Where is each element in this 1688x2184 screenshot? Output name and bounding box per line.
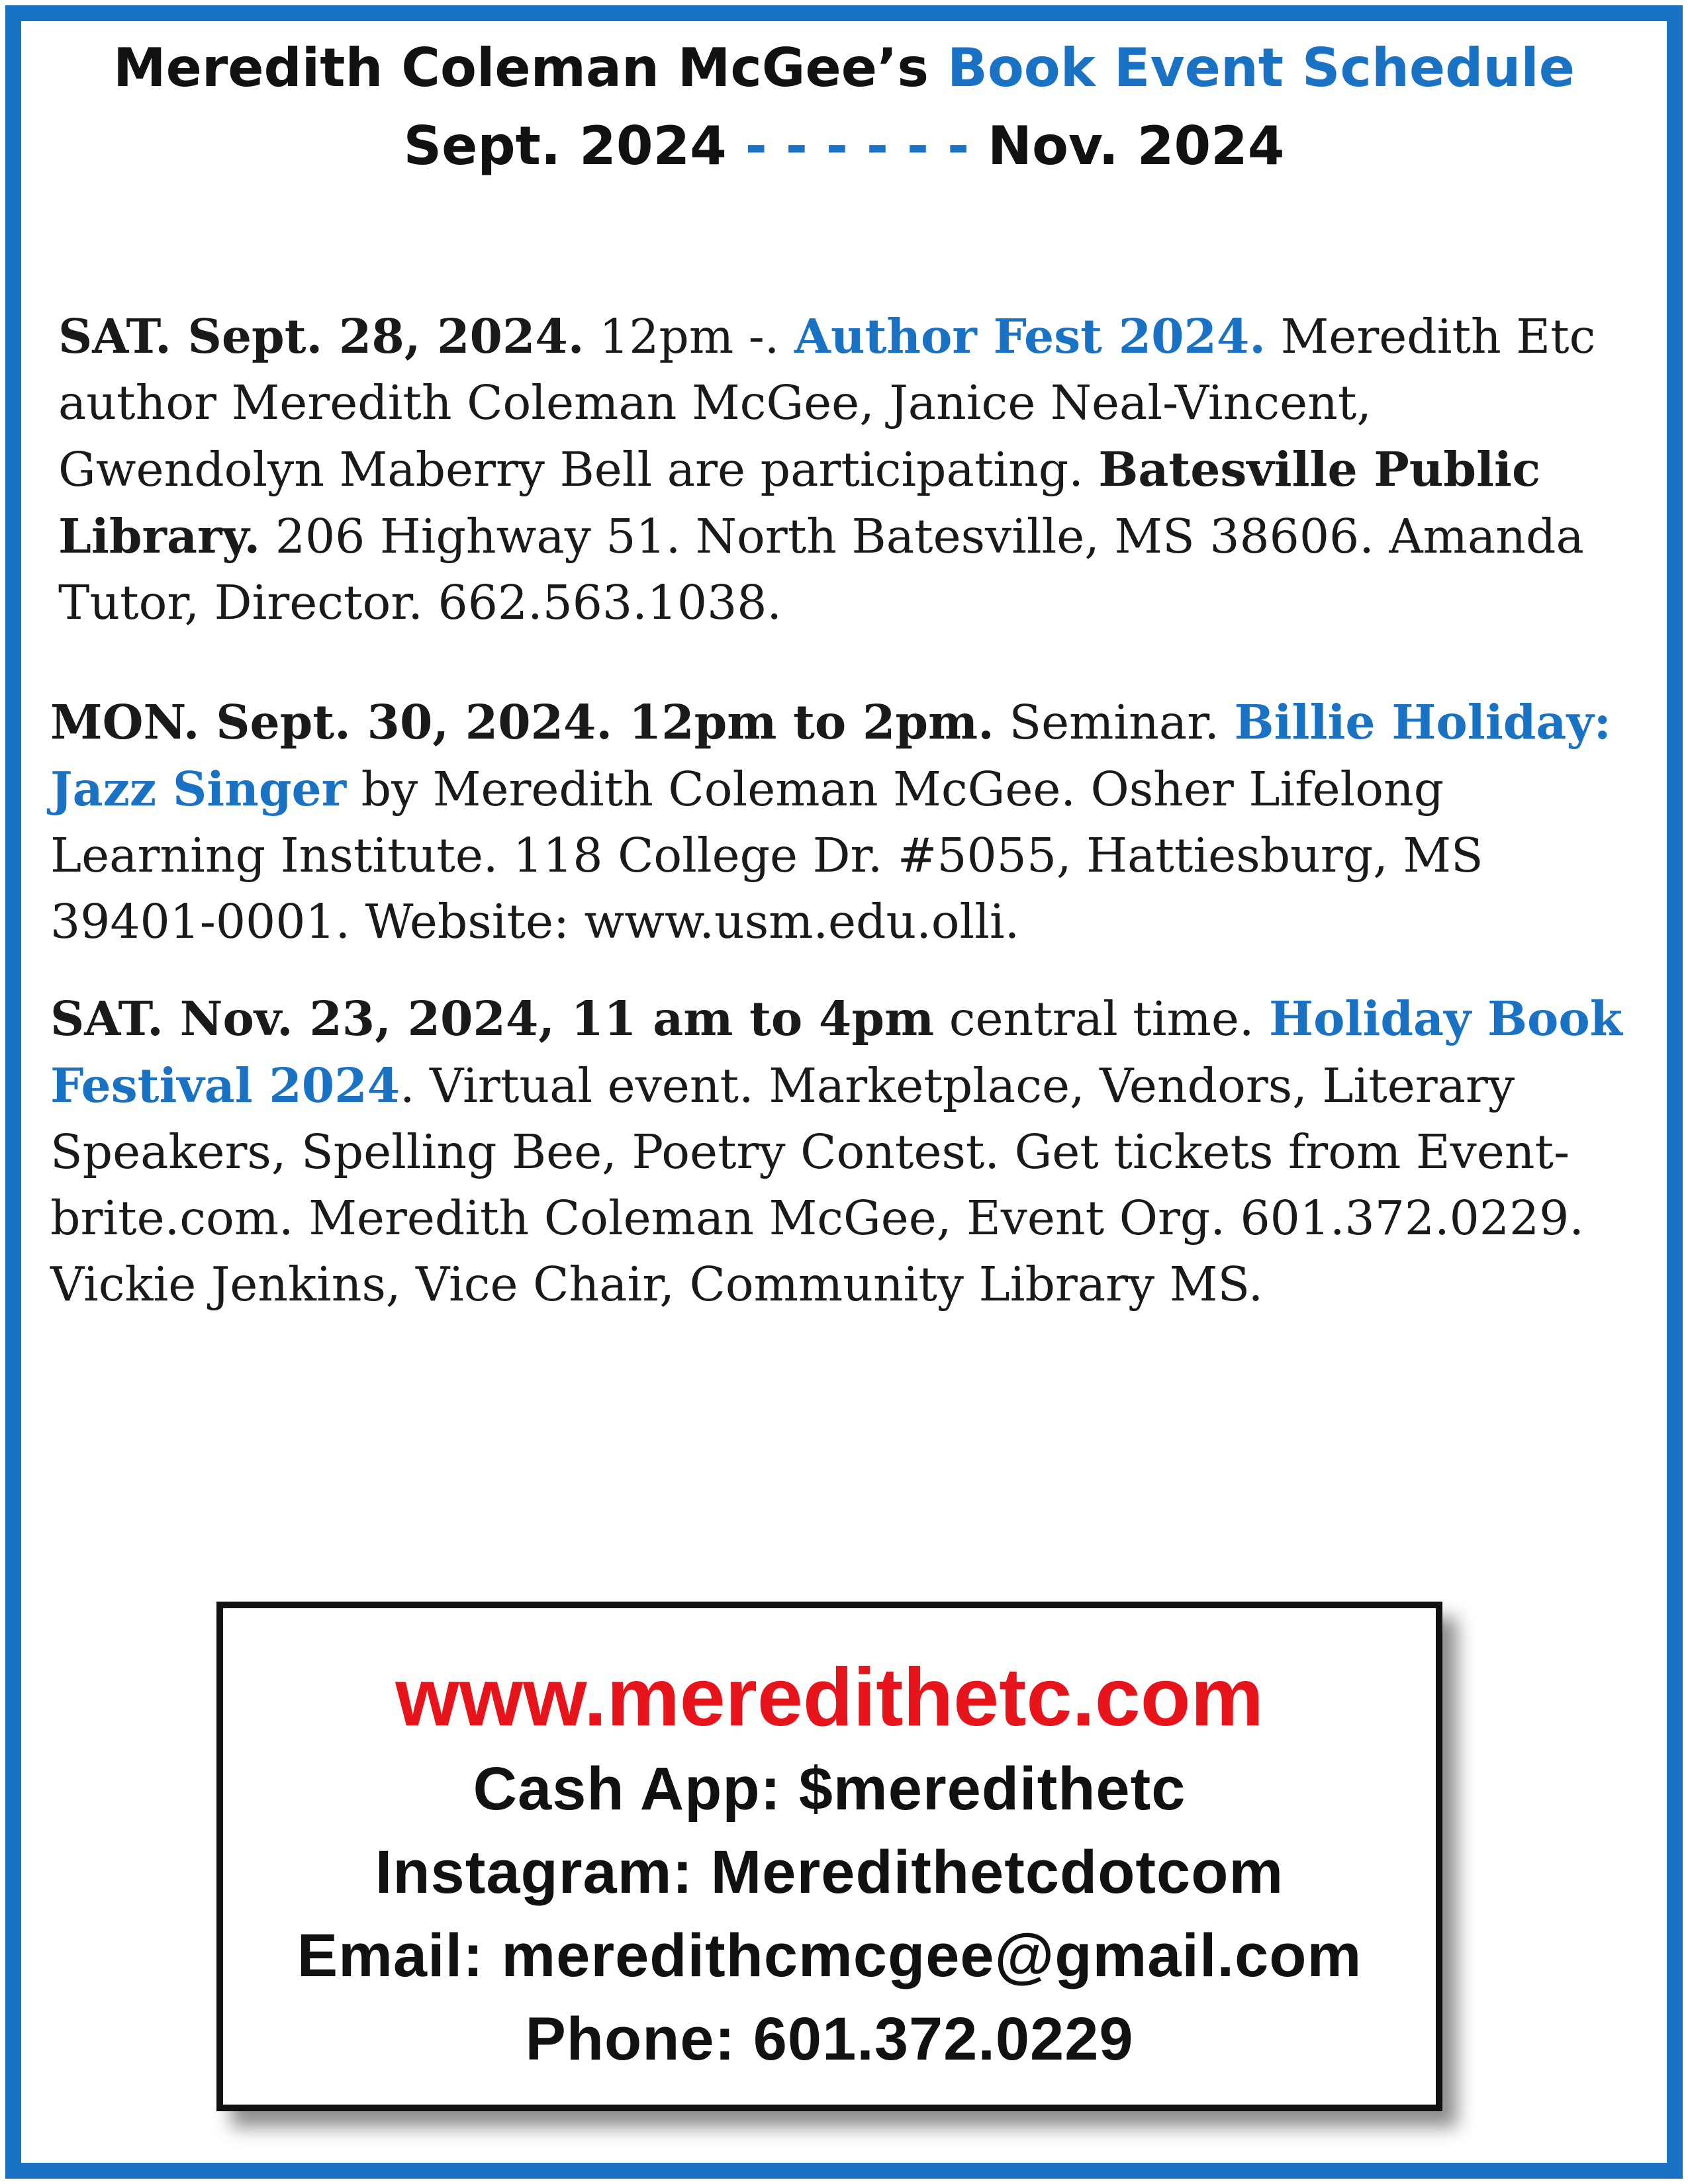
event-author-fest — [50, 303, 1652, 636]
event-date: SAT. Sept. 28, 2024. — [58, 308, 585, 364]
event-title: Author Fest 2024. — [794, 308, 1266, 364]
title-name: Meredith Coleman McGee’s — [113, 37, 929, 99]
event-address: 206 Highway 51. North Batesville, MS 38606. Amanda Tutor, Director. 662.563.1038. — [58, 509, 1584, 630]
event-billie-holiday-seminar — [50, 689, 1652, 955]
event-date-time: MON. Sept. 30, 2024. 12pm to 2pm. — [50, 694, 994, 750]
page-title — [0, 29, 1688, 185]
date-range-dash: - - - - - - — [745, 115, 970, 177]
contact-info-box — [216, 1602, 1442, 2111]
event-title: Billie Holiday: Jazz Singer — [50, 694, 1611, 817]
cash-app-handle: Cash App: $meredithetc — [473, 1755, 1186, 1823]
instagram-handle: Instagram: Meredithetcdotcom — [375, 1839, 1284, 1906]
phone-number: Phone: 601.372.0229 — [525, 2005, 1134, 2073]
event-date-time: SAT. Nov. 23, 2024, 11 am to 4pm — [50, 991, 935, 1046]
event-details: . Virtual event. Marketplace, Vendors, Literary Speakers, Spelling Bee, Poetry Contest. Get tickets from Event-brite.com. Meredith Coleman McGee, Event Org. 601.372.0229. Vickie Jenkins, Vice Chair, Community Library MS. — [50, 1058, 1584, 1312]
event-venue: Batesville Public Library. — [58, 441, 1541, 564]
event-time-zone: central time. — [949, 991, 1254, 1046]
website-link[interactable]: www.meredithetc.com — [395, 1652, 1264, 1743]
title-line — [0, 29, 1688, 107]
email-address[interactable]: Email: meredithcmcgee@gmail.com — [297, 1922, 1362, 1989]
event-type: Seminar. — [1009, 695, 1219, 750]
event-holiday-book-festival — [50, 985, 1652, 1318]
event-list — [50, 303, 1652, 1318]
date-range-start: Sept. 2024 — [403, 115, 727, 177]
date-range — [0, 107, 1688, 185]
event-title: Holiday Book Festival 2024 — [50, 991, 1622, 1113]
event-details: Meredith Etc author Meredith Coleman McGee, Janice Neal-Vincent, Gwendolyn Maberry Bell are participating. — [58, 309, 1596, 497]
event-time: 12pm -. — [599, 309, 780, 364]
title-schedule: Book Event Schedule — [947, 37, 1575, 99]
date-range-end: Nov. 2024 — [988, 115, 1285, 177]
event-details: by Meredith Coleman McGee. Osher Lifelong Learning Institute. 118 College Dr. #5055, Hattiesburg, MS 39401-0001. Website: www.usm.edu.olli. — [50, 762, 1483, 949]
